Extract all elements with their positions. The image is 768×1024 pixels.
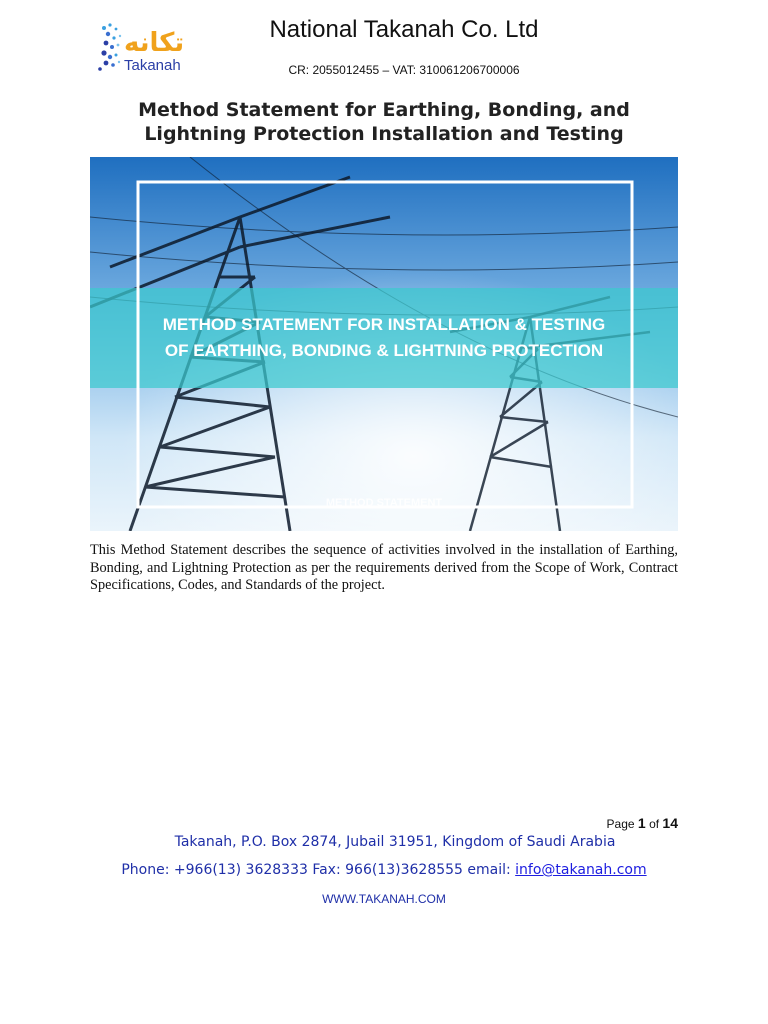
banner-caption: METHOD STATEMENT xyxy=(325,497,443,509)
banner-line-2: OF EARTHING, BONDING & LIGHTNING PROTECTION xyxy=(164,341,604,360)
title-line-2: Lightning Protection Installation and Testing xyxy=(144,123,624,145)
intro-paragraph: This Method Statement describes the sequence of activities involved in the installation of Earthing, Bonding, and Lightning Protection as per the requirements derived from the Scope of Work, Contract Specifications, Codes, and Standards of the project. xyxy=(90,542,678,593)
title-line-1: Method Statement for Earthing, Bonding, and xyxy=(138,99,630,121)
company-name: National Takanah Co. Ltd xyxy=(269,16,539,43)
of-label: of xyxy=(649,817,660,831)
total-pages: 14 xyxy=(662,815,678,831)
cover-banner-image xyxy=(90,157,678,531)
page-number xyxy=(607,815,678,831)
current-page: 1 xyxy=(637,815,646,831)
registration-numbers: CR: 2055012455 – VAT: 310061206700006 xyxy=(288,63,520,77)
document-title xyxy=(90,98,678,146)
footer-address: Takanah, P.O. Box 2874, Jubail 31951, Kingdom of Saudi Arabia xyxy=(174,834,616,850)
footer-contact xyxy=(0,862,768,878)
logo-arabic-text: تكانه xyxy=(124,28,185,58)
logo-english-text: Takanah xyxy=(124,57,181,74)
banner-headline xyxy=(90,312,678,364)
banner-line-1: METHOD STATEMENT FOR INSTALLATION & TESTING xyxy=(162,315,606,334)
email-link[interactable]: info@takanah.com xyxy=(515,862,647,878)
page-label: Page xyxy=(606,817,635,831)
footer-website[interactable]: WWW.TAKANAH.COM xyxy=(322,892,446,906)
contact-details: Phone: +966(13) 3628333 Fax: 966(13)3628555 email: xyxy=(121,862,516,878)
